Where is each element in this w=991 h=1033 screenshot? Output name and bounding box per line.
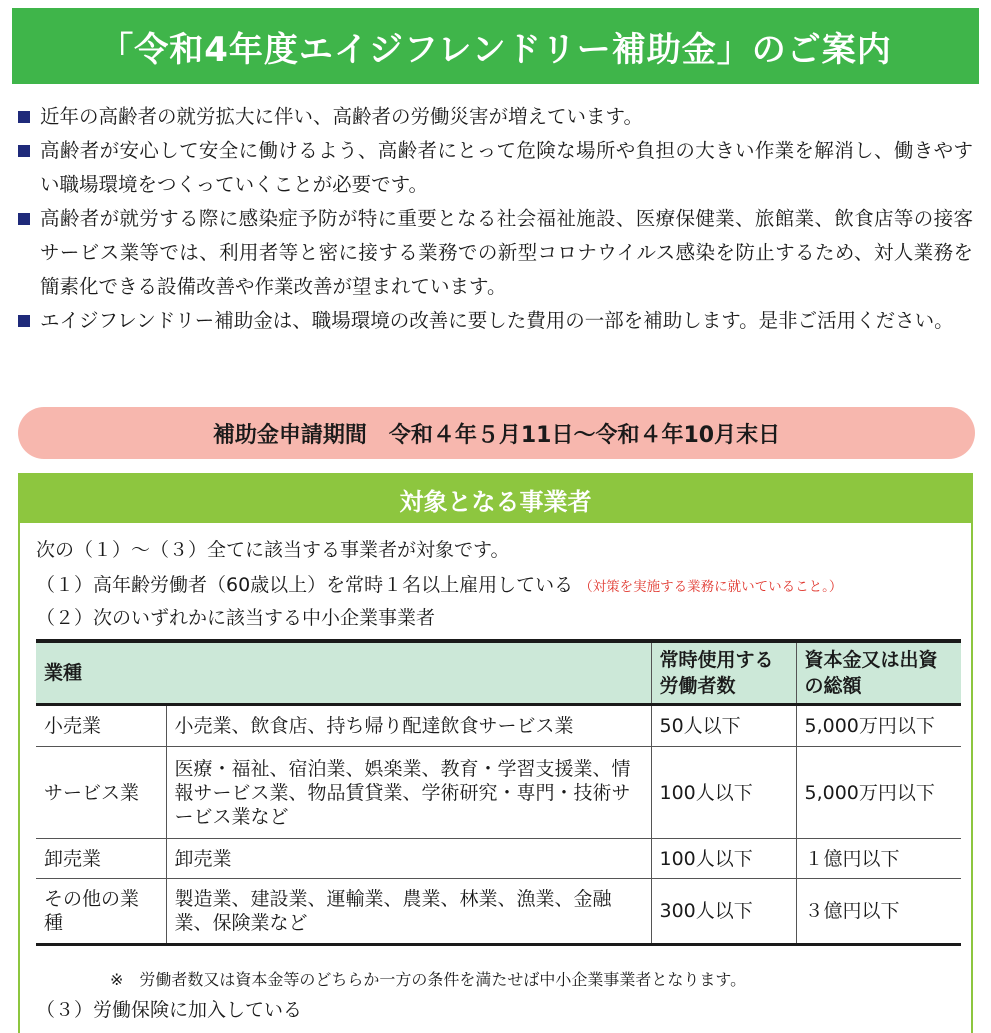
intro-bullet: 高齢者が安心して安全に働けるよう、高齢者にとって危険な場所や負担の大きい作業を解消し、働きやすい職場環境をつくっていくことが必要です。 bbox=[18, 134, 973, 202]
capital-limit: １億円以下 bbox=[796, 839, 961, 879]
industry-detail: 卸売業 bbox=[166, 839, 651, 879]
application-period-text: 補助金申請期間 令和４年５月11日～令和４年10月末日 bbox=[212, 422, 781, 448]
intro-bullets bbox=[18, 100, 973, 338]
bullet-square-icon bbox=[18, 202, 40, 304]
page-title: 「令和4年度エイジフレンドリー補助金」のご案内 bbox=[99, 29, 892, 70]
industry-detail: 小売業、飲食店、持ち帰り配達飲食サービス業 bbox=[166, 705, 651, 747]
worker-limit: 300人以下 bbox=[651, 879, 796, 945]
worker-limit: 100人以下 bbox=[651, 839, 796, 879]
condition-2: （２）次のいずれかに該当する中小企業事業者 bbox=[36, 607, 436, 629]
industry-type: 卸売業 bbox=[36, 839, 166, 879]
header-capital: 資本金又は出資の総額 bbox=[796, 641, 961, 705]
bullet-square-icon bbox=[18, 304, 40, 338]
condition-1: （１）高年齢労働者（60歳以上）を常時１名以上雇用している （対策を実施する業務に就いていること。） bbox=[36, 574, 843, 596]
industry-detail: 製造業、建設業、運輸業、農業、林業、漁業、金融業、保険業など bbox=[166, 879, 651, 945]
table-header-row bbox=[36, 641, 961, 705]
title-banner bbox=[12, 8, 979, 84]
target-section-title: 対象となる事業者 bbox=[399, 487, 592, 516]
capital-limit: 5,000万円以下 bbox=[796, 747, 961, 839]
header-industry: 業種 bbox=[36, 641, 651, 705]
table-row bbox=[36, 839, 961, 879]
table-footnote: ※ 労働者数又は資本金等のどちらか一方の条件を満たせば中小企業事業者となります。 bbox=[110, 970, 747, 989]
bullet-square-icon bbox=[18, 100, 40, 134]
industry-detail: 医療・福祉、宿泊業、娯楽業、教育・学習支援業、情報サービス業、物品賃貸業、学術研究・専門・技術サービス業など bbox=[166, 747, 651, 839]
table-row bbox=[36, 879, 961, 945]
condition-1-note: （対策を実施する業務に就いていること。） bbox=[579, 579, 843, 595]
application-period-banner bbox=[18, 407, 975, 459]
target-section-header bbox=[20, 475, 971, 523]
intro-bullet: 近年の高齢者の就労拡大に伴い、高齢者の労働災害が増えています。 bbox=[18, 100, 973, 134]
capital-limit: ３億円以下 bbox=[796, 879, 961, 945]
industry-type: 小売業 bbox=[36, 705, 166, 747]
table-row bbox=[36, 747, 961, 839]
industry-type: サービス業 bbox=[36, 747, 166, 839]
target-lead: 次の（１）～（３）全てに該当する事業者が対象です。 bbox=[36, 539, 510, 561]
industry-type: その他の業種 bbox=[36, 879, 166, 945]
intro-bullet: 高齢者が就労する際に感染症予防が特に重要となる社会福祉施設、医療保健業、旅館業、飲食店等の接客サービス業等では、利用者等と密に接する業務での新型コロナウイルス感染を防止するため、対人業務を簡素化できる設備改善や作業改善が望まれています。 bbox=[18, 202, 973, 304]
target-section bbox=[18, 473, 973, 1033]
bullet-square-icon bbox=[18, 134, 40, 202]
intro-bullet: エイジフレンドリー補助金は、職場環境の改善に要した費用の一部を補助します。是非ご活用ください。 bbox=[18, 304, 973, 338]
header-workers: 常時使用する労働者数 bbox=[651, 641, 796, 705]
worker-limit: 50人以下 bbox=[651, 705, 796, 747]
sme-criteria-table bbox=[36, 639, 961, 946]
condition-3: （３）労働保険に加入している bbox=[36, 999, 303, 1021]
table-row bbox=[36, 705, 961, 747]
worker-limit: 100人以下 bbox=[651, 747, 796, 839]
capital-limit: 5,000万円以下 bbox=[796, 705, 961, 747]
